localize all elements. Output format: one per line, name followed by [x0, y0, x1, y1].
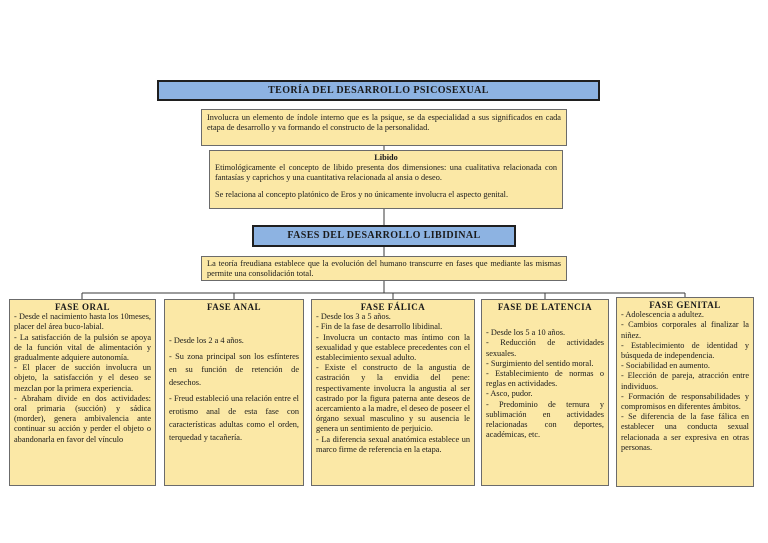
phase-oral-item: - Desde el nacimiento hasta los 10meses, placer del área buco-labial. [14, 312, 151, 332]
phase-genital-title: FASE GENITAL [649, 300, 721, 310]
phase-anal-item: - Desde los 2 a 4 años. [169, 336, 244, 346]
phase-falica-item: - La diferencia sexual anatómica establece un marco firme de referencia en la etapa. [316, 434, 470, 454]
phase-genital-item: - Sociabilidad en aumento. [621, 361, 710, 371]
phase-latencia-item: - Predominio de ternura y sublimación en actividades relacionadas con deportes, académicas, etc. [486, 399, 604, 440]
phase-genital-item: - Formación de responsabilidades y compromisos en diferentes ámbitos. [621, 391, 749, 412]
libido-paragraph-2: Se relaciona al concepto platónico de Eros y no únicamente involucra el aspecto genital. [215, 189, 509, 199]
phase-falica-item: - Existe el constructo de la angustia de castración y la envidia del pene: respectivamente involucra la angustia al ser castrado por la figura paterna ante deseos de acercamiento a la madre, el deseo de poseer el órgano sexual masculino y su ausencia le genera un sentimiento de perjuicio. [316, 363, 470, 434]
phase-latencia-item: - Desde los 5 a 10 años. [486, 328, 566, 338]
phase-oral-item: - Abraham divide en dos actividades: oral primaria (succión) y sádica (morder), genera ambivalencia ante continuar su acción y perder el objeto o abandonarla en favor del vínculo [14, 393, 151, 444]
phase-falica-item: - Involucra un contacto mas íntimo con la sexualidad y que establece precedentes con el establecimiento sexual adulto. [316, 332, 470, 363]
phase-genital-item: - Establecimiento de identidad y búsqueda de independencia. [621, 340, 749, 361]
libido-paragraph-1: Etimológicamente el concepto de libido presenta dos dimensiones: una cualitativa relacionada con fantasías y caprichos y una cuantitativa relacionada al ansia o deseo. [215, 163, 557, 183]
phases-title: FASES DEL DESARROLLO LIBIDINAL [252, 225, 516, 247]
phase-latencia-item: - Establecimiento de normas o reglas en actividades. [486, 369, 604, 389]
phase-oral-item: - El placer de succión involucra un objeto, la satisfacción y el deseo se mezclan por la primera experiencia. [14, 363, 151, 393]
phase-latencia-box [481, 299, 609, 486]
phase-oral-box [9, 299, 156, 486]
phase-genital-item: - Elección de pareja, atracción entre individuos. [621, 371, 749, 391]
phase-latencia-item: - Asco, pudor. [486, 389, 533, 399]
libido-box [209, 150, 563, 209]
main-title: TEORÍA DEL DESARROLLO PSICOSEXUAL [157, 80, 600, 101]
phase-oral-item: - La satisfacción de la pulsión se apoya de la función vital de alimentación y gradualmente adquiere autonomía. [14, 332, 151, 363]
phase-genital-item: - Cambios corporales al finalizar la niñez. [621, 320, 749, 340]
phase-falica-box [311, 299, 475, 486]
phase-anal-item: - Freud estableció una relación entre el erotismo anal de esta fase con características adultas como el orden, terquedad y tacañería. [169, 394, 299, 443]
phase-latencia-item: - Surgimiento del sentido moral. [486, 358, 594, 368]
phase-falica-item: - Desde los 3 a 5 años. [316, 312, 391, 322]
phase-falica-item: - Fin de la fase de desarrollo libidinal. [316, 322, 443, 332]
phase-anal-box [164, 299, 304, 486]
phase-falica-title: FASE FÁLICA [360, 302, 426, 312]
intro-box: Involucra un elemento de índole interno que es la psique, se da especialidad a sus significados en cada etapa de desarrollo y va formando el constructo de la personalidad. [201, 109, 567, 146]
phases-intro-box: La teoría freudiana establece que la evolución del humano transcurre en fases que mediante las mismas permite una consolidación total. [201, 256, 567, 281]
phase-genital-item: - Adolescencia a adultez. [621, 310, 704, 320]
phase-genital-box [616, 297, 754, 487]
phase-latencia-item: - Reducción de actividades sexuales. [486, 338, 604, 358]
phase-oral-title: FASE ORAL [54, 302, 111, 312]
phase-anal-title: FASE ANAL [206, 302, 262, 312]
phase-anal-item: - Su zona principal son los esfínteres en su función de retención de desechos. [169, 352, 299, 388]
phase-latencia-title: FASE DE LATENCIA [497, 302, 593, 312]
phase-genital-item: - Se diferencia de la fase fálica en establecer una conducta sexual relacionada a ser expresiva en otras personas. [621, 412, 749, 452]
libido-heading: Libido [374, 153, 398, 162]
